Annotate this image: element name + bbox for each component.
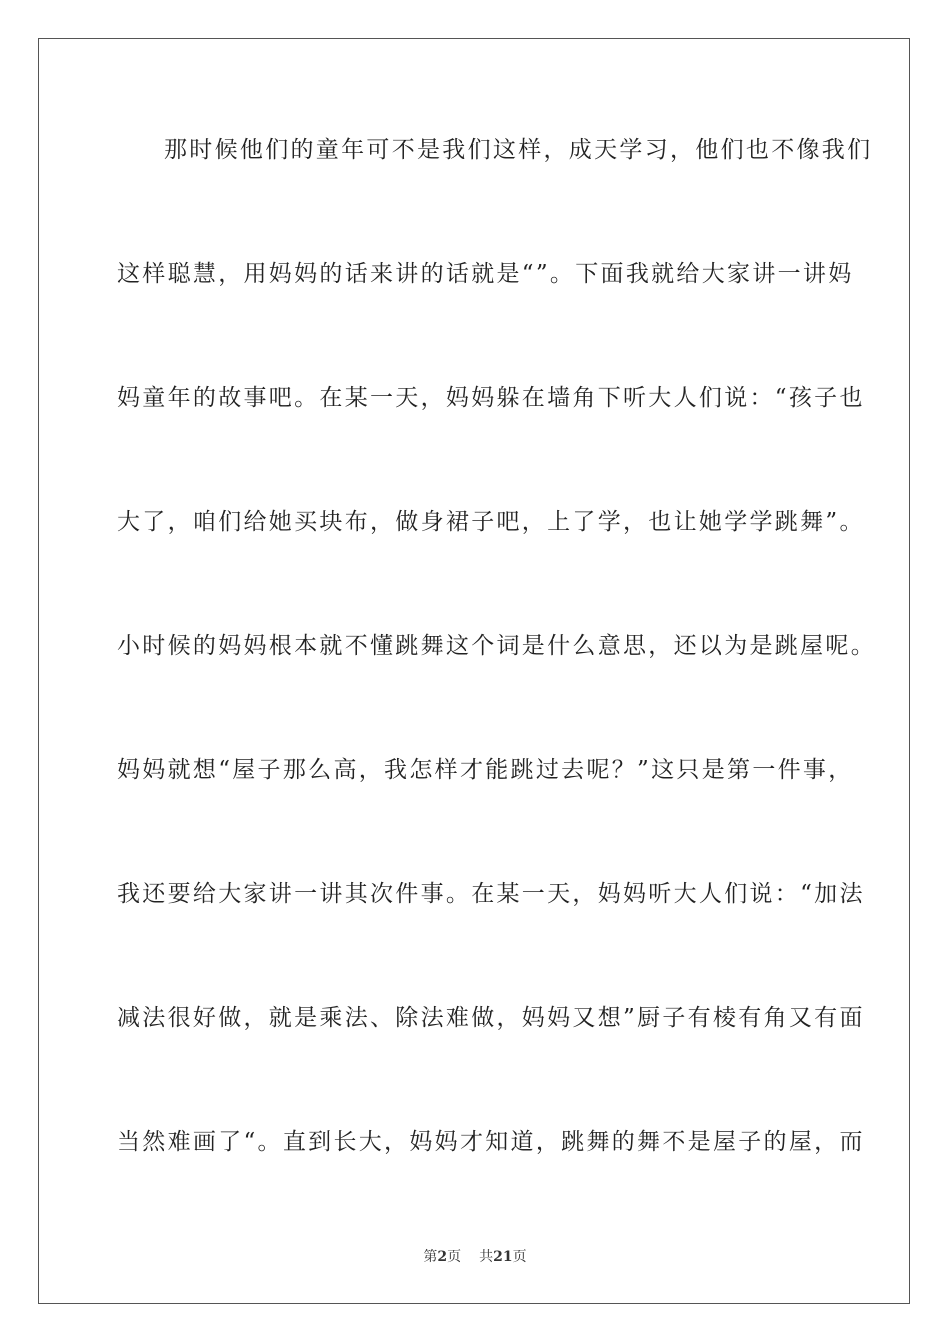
text-line-9: 当然难画了“。直到长大，妈妈才知道，跳舞的舞不是屋子的屋，而 [117,1129,865,1155]
text-line-4: 大了，咱们给她买块布，做身裙子吧，上了学，也让她学学跳舞”。 [117,509,865,535]
text-line-5: 小时候的妈妈根本就不懂跳舞这个词是什么意思，还以为是跳屋呢。 [117,633,876,659]
page-number: 2 [437,1249,448,1265]
text-line-6: 妈妈就想“屋子那么高，我怎样才能跳过去呢？”这只是第一件事， [117,757,854,783]
text-line-7: 我还要给大家讲一讲其次件事。在某一天，妈妈听大人们说：“加法 [117,881,865,907]
page-prefix: 第 [423,1249,438,1265]
total-suffix: 页 [512,1249,527,1265]
total-prefix: 共 [479,1249,494,1265]
text-line-2: 这样聪慧，用妈妈的话来讲的话就是“”。下面我就给大家讲一讲妈 [117,261,854,287]
text-line-3: 妈童年的故事吧。在某一天，妈妈躲在墙角下听大人们说：“孩子也 [117,385,865,411]
total-pages: 21 [493,1249,513,1265]
page-footer [0,1246,950,1266]
document-body [117,126,876,1242]
text-line-1: 那时候他们的童年可不是我们这样，成天学习，他们也不像我们 [164,137,873,163]
text-line-8: 减法很好做，就是乘法、除法难做，妈妈又想”厨子有棱有角又有面 [117,1005,865,1031]
page-suffix: 页 [447,1249,462,1265]
